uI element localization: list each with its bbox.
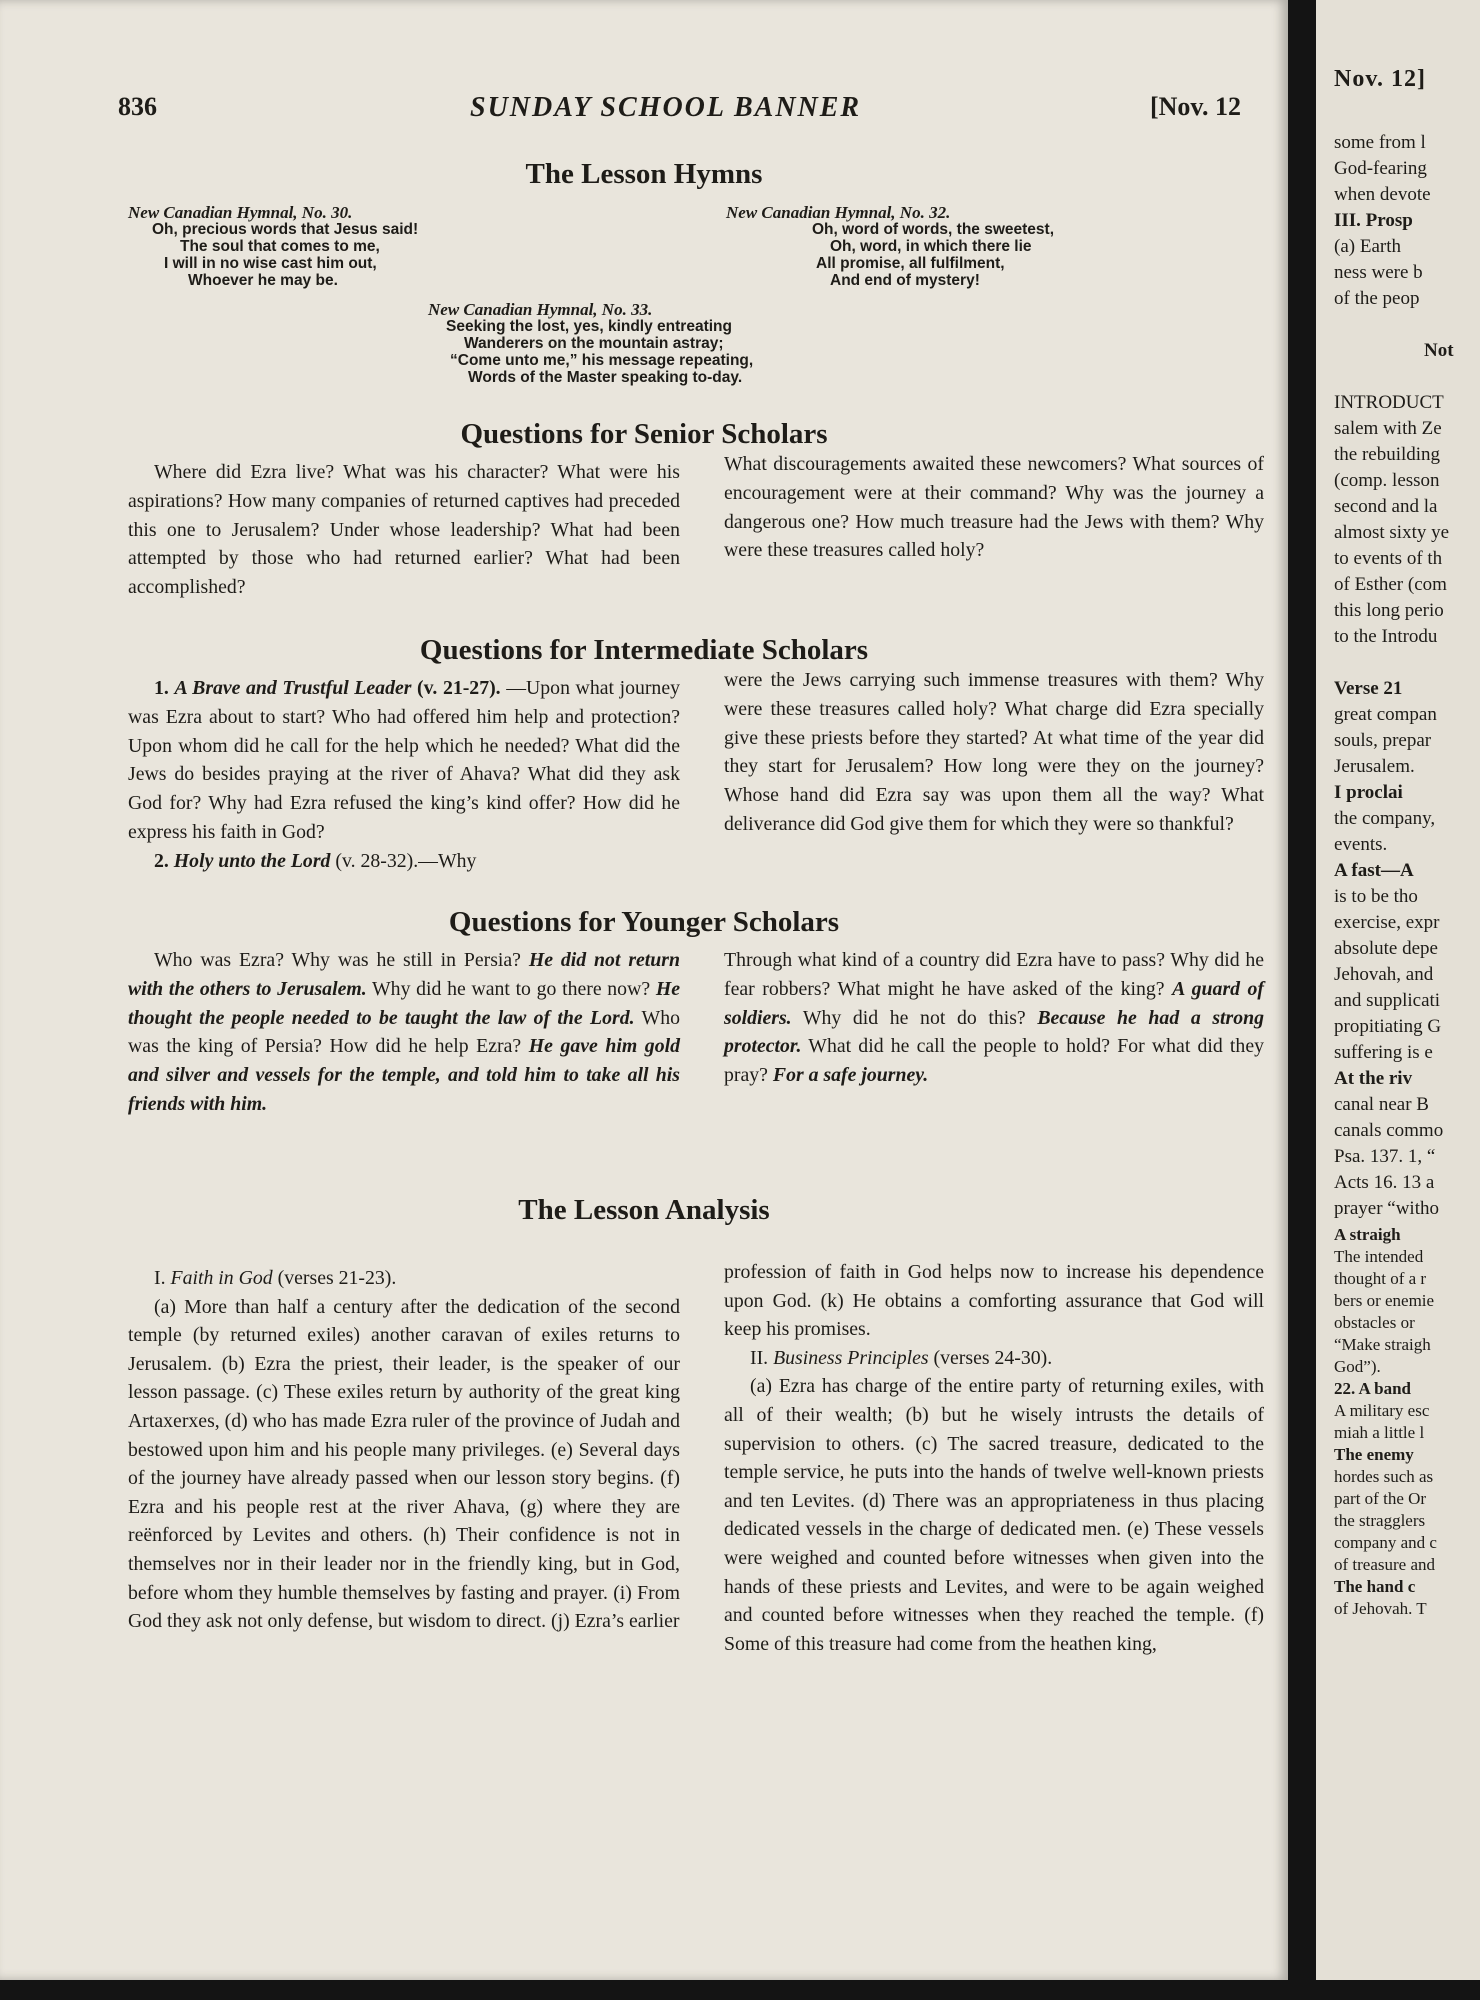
question-number: 1.	[154, 677, 169, 699]
facing-page-line: I proclai	[1334, 782, 1403, 803]
intermediate-questions-left	[128, 674, 680, 876]
facing-page-line: miah a little l	[1334, 1423, 1425, 1442]
facing-page-line: III. Prosp	[1334, 210, 1413, 231]
facing-page-line: the rebuilding	[1334, 444, 1441, 465]
verse-reference: (v. 28-32).	[335, 849, 419, 872]
question-number: 2.	[154, 849, 169, 872]
facing-page-line: second and la	[1334, 496, 1438, 517]
facing-page-line: great compan	[1334, 704, 1437, 725]
facing-page-line: (comp. lesson	[1334, 470, 1440, 491]
facing-page-line: Jehovah, and	[1334, 964, 1434, 985]
answer-text: For a safe journey.	[772, 1064, 929, 1087]
younger-questions-left	[128, 946, 680, 1119]
facing-page-line: almost sixty ye	[1334, 522, 1450, 543]
senior-questions-left	[128, 458, 680, 602]
facing-page-line: absolute depe	[1334, 938, 1438, 959]
facing-page-line: the company,	[1334, 808, 1436, 829]
facing-page-line: The hand c	[1334, 1577, 1416, 1596]
paragraph: (a) More than half a century after the dedication of the second temple (by returned exiles) another caravan of exiles returns to Jerusalem. (b) Ezra the priest, their leader, is the speaker of our lesson passage. (c) These exiles return by authority of the great king Artaxerxes, (d) who has made Ezra ruler of the province of Judah and bestowed upon him and his people many privileges. (e) Several days of the journey have already passed when our lesson story begins. (f) Ezra and his people rest at the river Ahava, (g) where they are reënforced by Levites and others. (h) Their confidence is not in themselves nor in their leader nor in the friendly king, but in God, before whom they humble themselves by fasting and prayer. (i) From God they ask not only defense, but wisdom to direct. (j) Ezra’s earlier	[128, 1295, 681, 1633]
paragraph: Where did Ezra live? What was his character? What were his aspirations? How many companies of returned captives had preceded this one to Jerusalem? Under whose leadership? What had been attempted by those who had returned earlier? What had been accomplished?	[128, 461, 680, 599]
question-text: What did he call the people to hold? For what did they pray?	[724, 1035, 1264, 1087]
facing-page-line: suffering is e	[1334, 1042, 1433, 1063]
answer-text: Because he had a strong protector.	[724, 1006, 1264, 1058]
facing-page	[1316, 0, 1480, 1980]
facing-page-line: A straigh	[1334, 1225, 1401, 1244]
facing-page-line: A military esc	[1334, 1401, 1430, 1420]
facing-page-line: bers or enemie	[1334, 1291, 1435, 1310]
verse-reference: (verses 24-30).	[933, 1346, 1053, 1369]
section-numeral: I.	[154, 1267, 166, 1289]
paragraph	[128, 946, 680, 1119]
verse-reference: (verses 21-23).	[277, 1267, 397, 1289]
facing-page-line: souls, prepar	[1334, 730, 1432, 751]
facing-page-line: to events of th	[1334, 548, 1443, 569]
answer-text: He thought the people needed to be taught the law of the Lord.	[128, 977, 680, 1029]
question-text: Who was Ezra? Why was he still in Persia?	[154, 949, 521, 971]
younger-questions-title: Questions for Younger Scholars	[448, 906, 840, 938]
section-title: Faith in God	[170, 1267, 273, 1289]
paragraph: profession of faith in God helps now to increase his dependence upon God. (k) He obtains a comforting assurance that God will keep his promises.	[724, 1261, 1264, 1341]
facing-page-line: INTRODUCT	[1334, 392, 1444, 413]
facing-page-line: Psa. 137. 1, “	[1334, 1146, 1436, 1167]
facing-page-line: hordes such as	[1334, 1467, 1434, 1486]
facing-page-line: “Make straigh	[1334, 1335, 1431, 1354]
facing-page-line: canals commo	[1334, 1120, 1444, 1141]
paragraph	[724, 946, 1264, 1090]
facing-page-text	[1334, 130, 1454, 1618]
hymn-source: New Canadian Hymnal, No. 32.	[726, 203, 951, 222]
question-text: Why did he want to go there now?	[372, 977, 651, 1000]
hymn-line: Oh, word, in which there lie	[830, 238, 1032, 255]
paragraph: What discouragements awaited these newcomers? What sources of encouragement were at their command? Why was the journey a dangerous one? How much treasure had the Jews with them? Why were these treasures called holy?	[724, 453, 1264, 562]
facing-page-line: thought of a r	[1334, 1269, 1427, 1288]
hymn-line: The soul that comes to me,	[180, 238, 380, 255]
facing-page-header: Nov. 12]	[1334, 66, 1426, 92]
hymn-33	[428, 301, 753, 386]
facing-page-line: ness were b	[1334, 262, 1423, 283]
facing-page-line: is to be tho	[1334, 886, 1418, 907]
question-text: —Why	[418, 849, 477, 872]
facing-page-line: Verse 21	[1334, 678, 1403, 699]
facing-page-line: (a) Earth	[1334, 236, 1401, 257]
answer-text: A guard of soldiers.	[724, 977, 1264, 1029]
hymn-line: Oh, word of words, the sweetest,	[812, 221, 1055, 238]
facing-page-line: A fast—A	[1334, 860, 1414, 881]
facing-page-line: of the peop	[1334, 288, 1420, 309]
running-header	[0, 92, 1288, 132]
facing-page-line: 22. A band	[1334, 1379, 1412, 1398]
facing-page-line: company and c	[1334, 1533, 1437, 1552]
facing-page-line: some from l	[1334, 132, 1426, 153]
paragraph	[128, 674, 680, 847]
hymn-source: New Canadian Hymnal, No. 30.	[128, 203, 353, 222]
question-text: Through what kind of a country did Ezra have to pass? Why did he fear robbers? What might he have asked of the king?	[724, 949, 1264, 1000]
facing-page-line: propitiating G	[1334, 1016, 1442, 1037]
lesson-hymns-title: The Lesson Hymns	[525, 158, 763, 190]
facing-page-line: of Jehovah. T	[1334, 1599, 1427, 1618]
paragraph: were the Jews carrying such immense treasures with them? Why were these treasures called holy? What charge did Ezra specially give these priests before they started? At what time of the year did they start for Jerusalem? How long were they on the journey? Whose hand did Ezra say was upon them all the way? What deliverance did God give them for which they were so thankful?	[724, 669, 1264, 835]
facing-page-line: Acts 16. 13 a	[1334, 1172, 1435, 1193]
paragraph	[128, 847, 680, 876]
paragraph: (a) Ezra has charge of the entire party of returning exiles, with all of their wealth; (b) but he wisely intrusts the details of supervision to others. (c) The sacred treasure, dedicated to the temple service, he puts into the hands of twelve well-known priests and ten Levites. (d) There was an appropriateness in thus placing dedicated vessels in the charge of dedicated men. (e) These vessels were weighed and counted before witnesses when given into the hands of these priests and Levites, and were to be again weighed and counted before witnesses when they reached the temple. (f) Some of this treasure had come from the heathen king,	[724, 1375, 1264, 1655]
intermediate-questions-title: Questions for Intermediate Scholars	[419, 634, 869, 666]
facing-page-line: exercise, expr	[1334, 912, 1440, 933]
facing-page-line: The intended	[1334, 1247, 1424, 1266]
facing-page-line: part of the Or	[1334, 1489, 1427, 1508]
question-heading: A Brave and Trustful Leader	[174, 677, 412, 699]
analysis-heading	[724, 1344, 1264, 1373]
section-title: Business Principles	[773, 1346, 929, 1369]
facing-page-line: obstacles or	[1334, 1313, 1415, 1332]
question-text: Who was the king of Persia? How did he help Ezra?	[128, 1006, 680, 1058]
facing-page-line: the stragglers	[1334, 1511, 1426, 1530]
facing-page-line: At the riv	[1334, 1068, 1413, 1089]
facing-page-line: this long perio	[1334, 600, 1444, 621]
facing-page-line	[1334, 364, 1454, 390]
analysis-right-column	[724, 1258, 1264, 1658]
verse-reference: (v. 21-27).	[417, 677, 501, 699]
younger-questions-right	[724, 946, 1264, 1090]
header-date: [Nov. 12	[1150, 92, 1241, 121]
hymn-line: Words of the Master speaking to-day.	[468, 369, 743, 386]
analysis-heading	[128, 1264, 680, 1293]
hymn-line: Oh, precious words that Jesus said!	[152, 221, 419, 238]
facing-page-line: Jerusalem.	[1334, 756, 1415, 777]
page-number: 836	[118, 92, 157, 121]
facing-page-line: when devote	[1334, 184, 1431, 205]
facing-page-line: of Esther (com	[1334, 574, 1447, 595]
hymn-line: Seeking the lost, yes, kindly entreating	[446, 318, 732, 335]
answer-text: He gave him gold and silver and vessels for the temple, and told him to take all his friends with him.	[128, 1035, 680, 1115]
facing-page-line	[1334, 312, 1454, 338]
facing-page-line: and supplicati	[1334, 990, 1441, 1011]
analysis-left-column	[128, 1264, 680, 1636]
hymn-line: Wanderers on the mountain astray;	[464, 335, 724, 352]
facing-page-line: God”).	[1334, 1357, 1381, 1376]
question-heading: Holy unto the Lord	[173, 849, 331, 872]
question-text: —Upon what journey was Ezra about to start? Who had offered him help and protection? Upon whom did he call for the help which he needed? What did the Jews do besides praying at the river of Ahava? What did they ask God for? Why had Ezra refused the king’s kind offer? How did he express his faith in God?	[128, 677, 680, 843]
hymn-line: And end of mystery!	[830, 272, 980, 289]
hymn-32	[726, 204, 1054, 289]
facing-page-line: salem with Ze	[1334, 418, 1442, 439]
facing-page-line: canal near B	[1334, 1094, 1429, 1115]
facing-page-line: prayer “witho	[1334, 1198, 1439, 1219]
senior-questions-right	[724, 450, 1264, 565]
hymn-line: Whoever he may be.	[188, 272, 338, 289]
hymn-source: New Canadian Hymnal, No. 33.	[428, 300, 653, 319]
lesson-analysis-title: The Lesson Analysis	[518, 1194, 770, 1226]
facing-page-line: events.	[1334, 834, 1388, 855]
hymn-line: I will in no wise cast him out,	[164, 255, 377, 272]
facing-page-line: of treasure and	[1334, 1555, 1436, 1574]
facing-page-line: to the Introdu	[1334, 626, 1438, 647]
section-numeral: II.	[750, 1346, 769, 1369]
hymn-30	[128, 204, 418, 289]
hymn-line: “Come unto me,” his message repeating,	[450, 352, 754, 369]
intermediate-questions-right	[724, 666, 1264, 839]
senior-questions-title: Questions for Senior Scholars	[460, 418, 828, 450]
hymn-line: All promise, all fulfilment,	[816, 255, 1005, 272]
answer-text: He did not return with the others to Jerusalem.	[128, 949, 680, 1000]
facing-page-line: Not	[1424, 340, 1454, 361]
running-head-title: SUNDAY SCHOOL BANNER	[470, 92, 862, 123]
facing-page-line: God-fearing	[1334, 158, 1427, 179]
facing-page-line	[1334, 650, 1454, 676]
question-text: Why did he not do this?	[802, 1006, 1026, 1029]
facing-page-line: The enemy	[1334, 1445, 1414, 1464]
